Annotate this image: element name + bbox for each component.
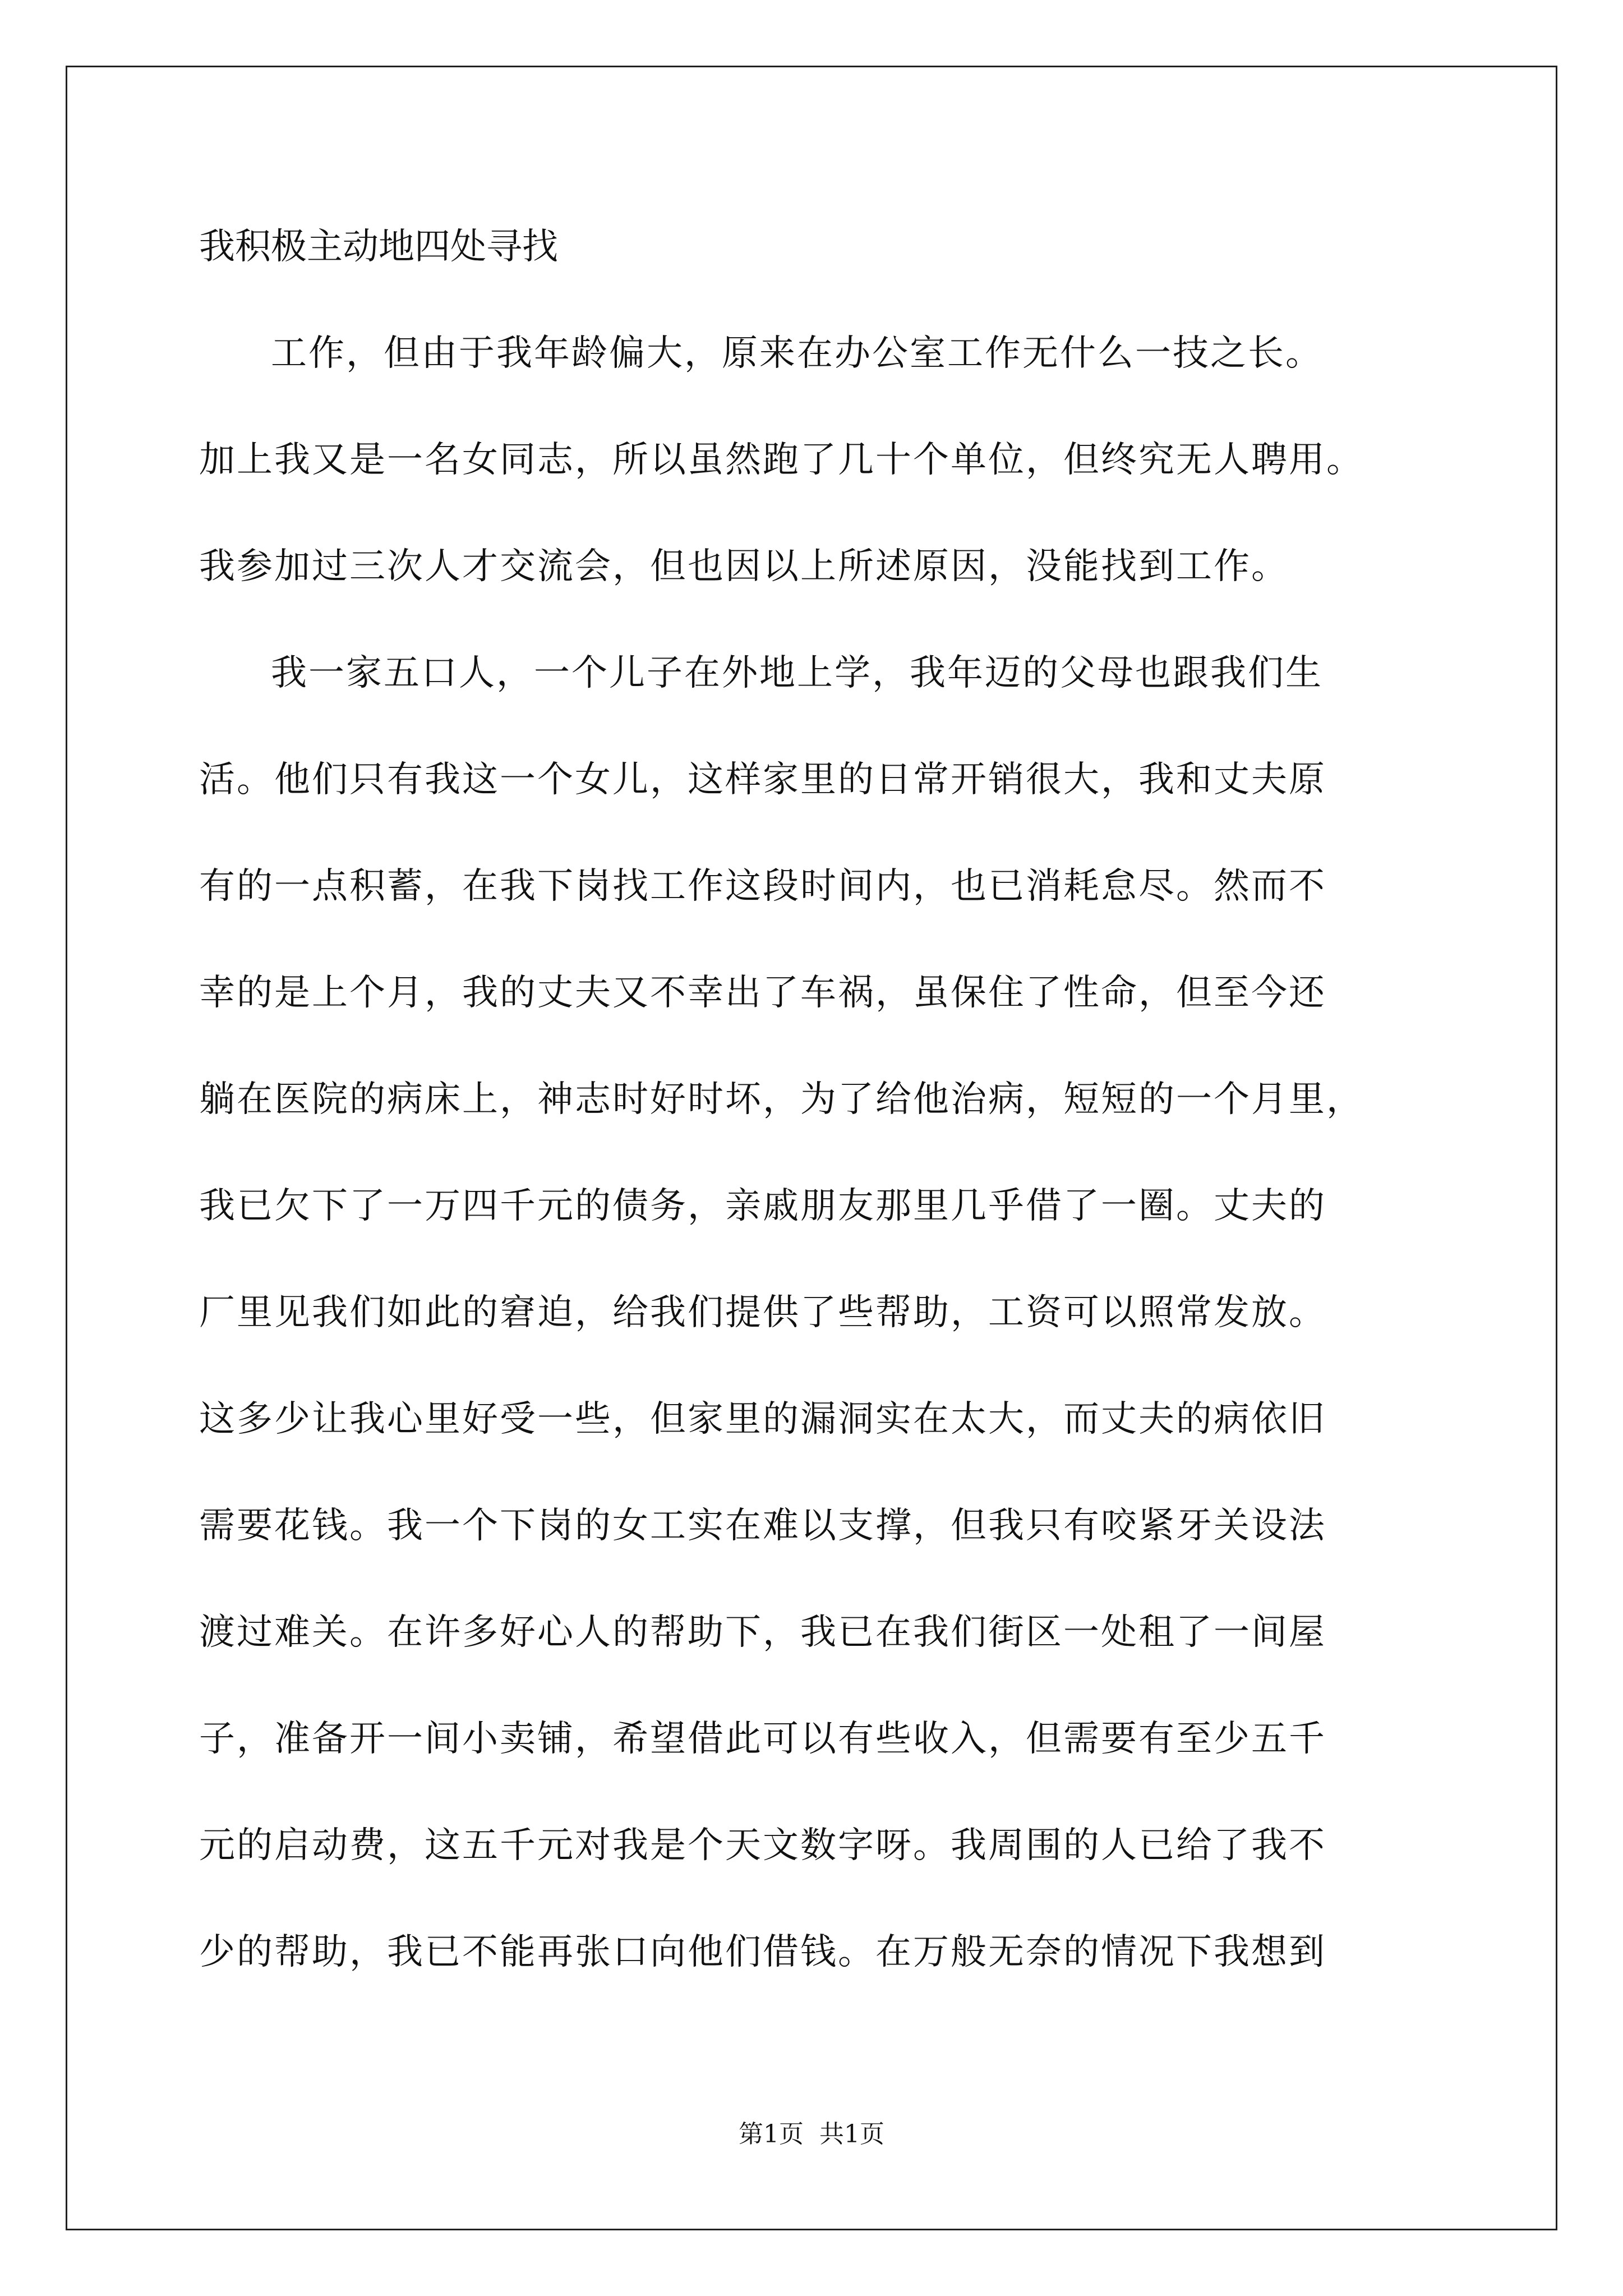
- text-line-13: 渡过难关。在许多好心人的帮助下，我已在我们街区一处租了一间屋: [199, 1612, 1326, 1653]
- page-border: [66, 66, 1557, 2230]
- text-line-3: 我参加过三次人才交流会，但也因以上所述原因，没能找到工作。: [199, 546, 1289, 587]
- text-line-15: 元的启动费，这五千元对我是个天文数字呀。我周围的人已给了我不: [199, 1825, 1326, 1866]
- text-line-16: 少的帮助，我已不能再张口向他们借钱。在万般无奈的情况下我想到: [199, 1931, 1326, 1973]
- text-line-11: 这多少让我心里好受一些，但家里的漏洞实在太大，而丈夫的病依旧: [199, 1398, 1326, 1440]
- text-line-4: 我一家五口人，一个儿子在外地上学，我年迈的父母也跟我们生: [271, 652, 1323, 694]
- text-line-2: 加上我又是一名女同志，所以虽然跑了几十个单位，但终究无人聘用。: [199, 439, 1364, 481]
- text-line-10: 厂里见我们如此的窘迫，给我们提供了些帮助，工资可以照常发放。: [199, 1292, 1326, 1333]
- text-line-14: 子，准备开一间小卖铺，希望借此可以有些收入，但需要有至少五千: [199, 1718, 1326, 1760]
- text-line-9: 我已欠下了一万四千元的债务，亲戚朋友那里几乎借了一圈。丈夫的: [199, 1185, 1326, 1227]
- text-line-8: 躺在医院的病床上，神志时好时坏，为了给他治病，短短的一个月里，: [199, 1079, 1364, 1120]
- page-total: 共1页: [819, 2120, 884, 2148]
- page-number: 第1页: [739, 2120, 804, 2148]
- text-line-5: 活。他们只有我这一个女儿，这样家里的日常开销很大，我和丈夫原: [199, 759, 1326, 800]
- text-line-6: 有的一点积蓄，在我下岗找工作这段时间内，也已消耗怠尽。然而不: [199, 866, 1326, 907]
- page-footer: [0, 2118, 1623, 2151]
- text-line-7: 幸的是上个月，我的丈夫又不幸出了车祸，虽保住了性命，但至今还: [199, 972, 1326, 1014]
- text-line-12: 需要花钱。我一个下岗的女工实在难以支撑，但我只有咬紧牙关设法: [199, 1505, 1326, 1547]
- document-heading: 我积极主动地四处寻找: [199, 226, 558, 268]
- text-line-1: 工作，但由于我年龄偏大，原来在办公室工作无什么一技之长。: [271, 333, 1323, 374]
